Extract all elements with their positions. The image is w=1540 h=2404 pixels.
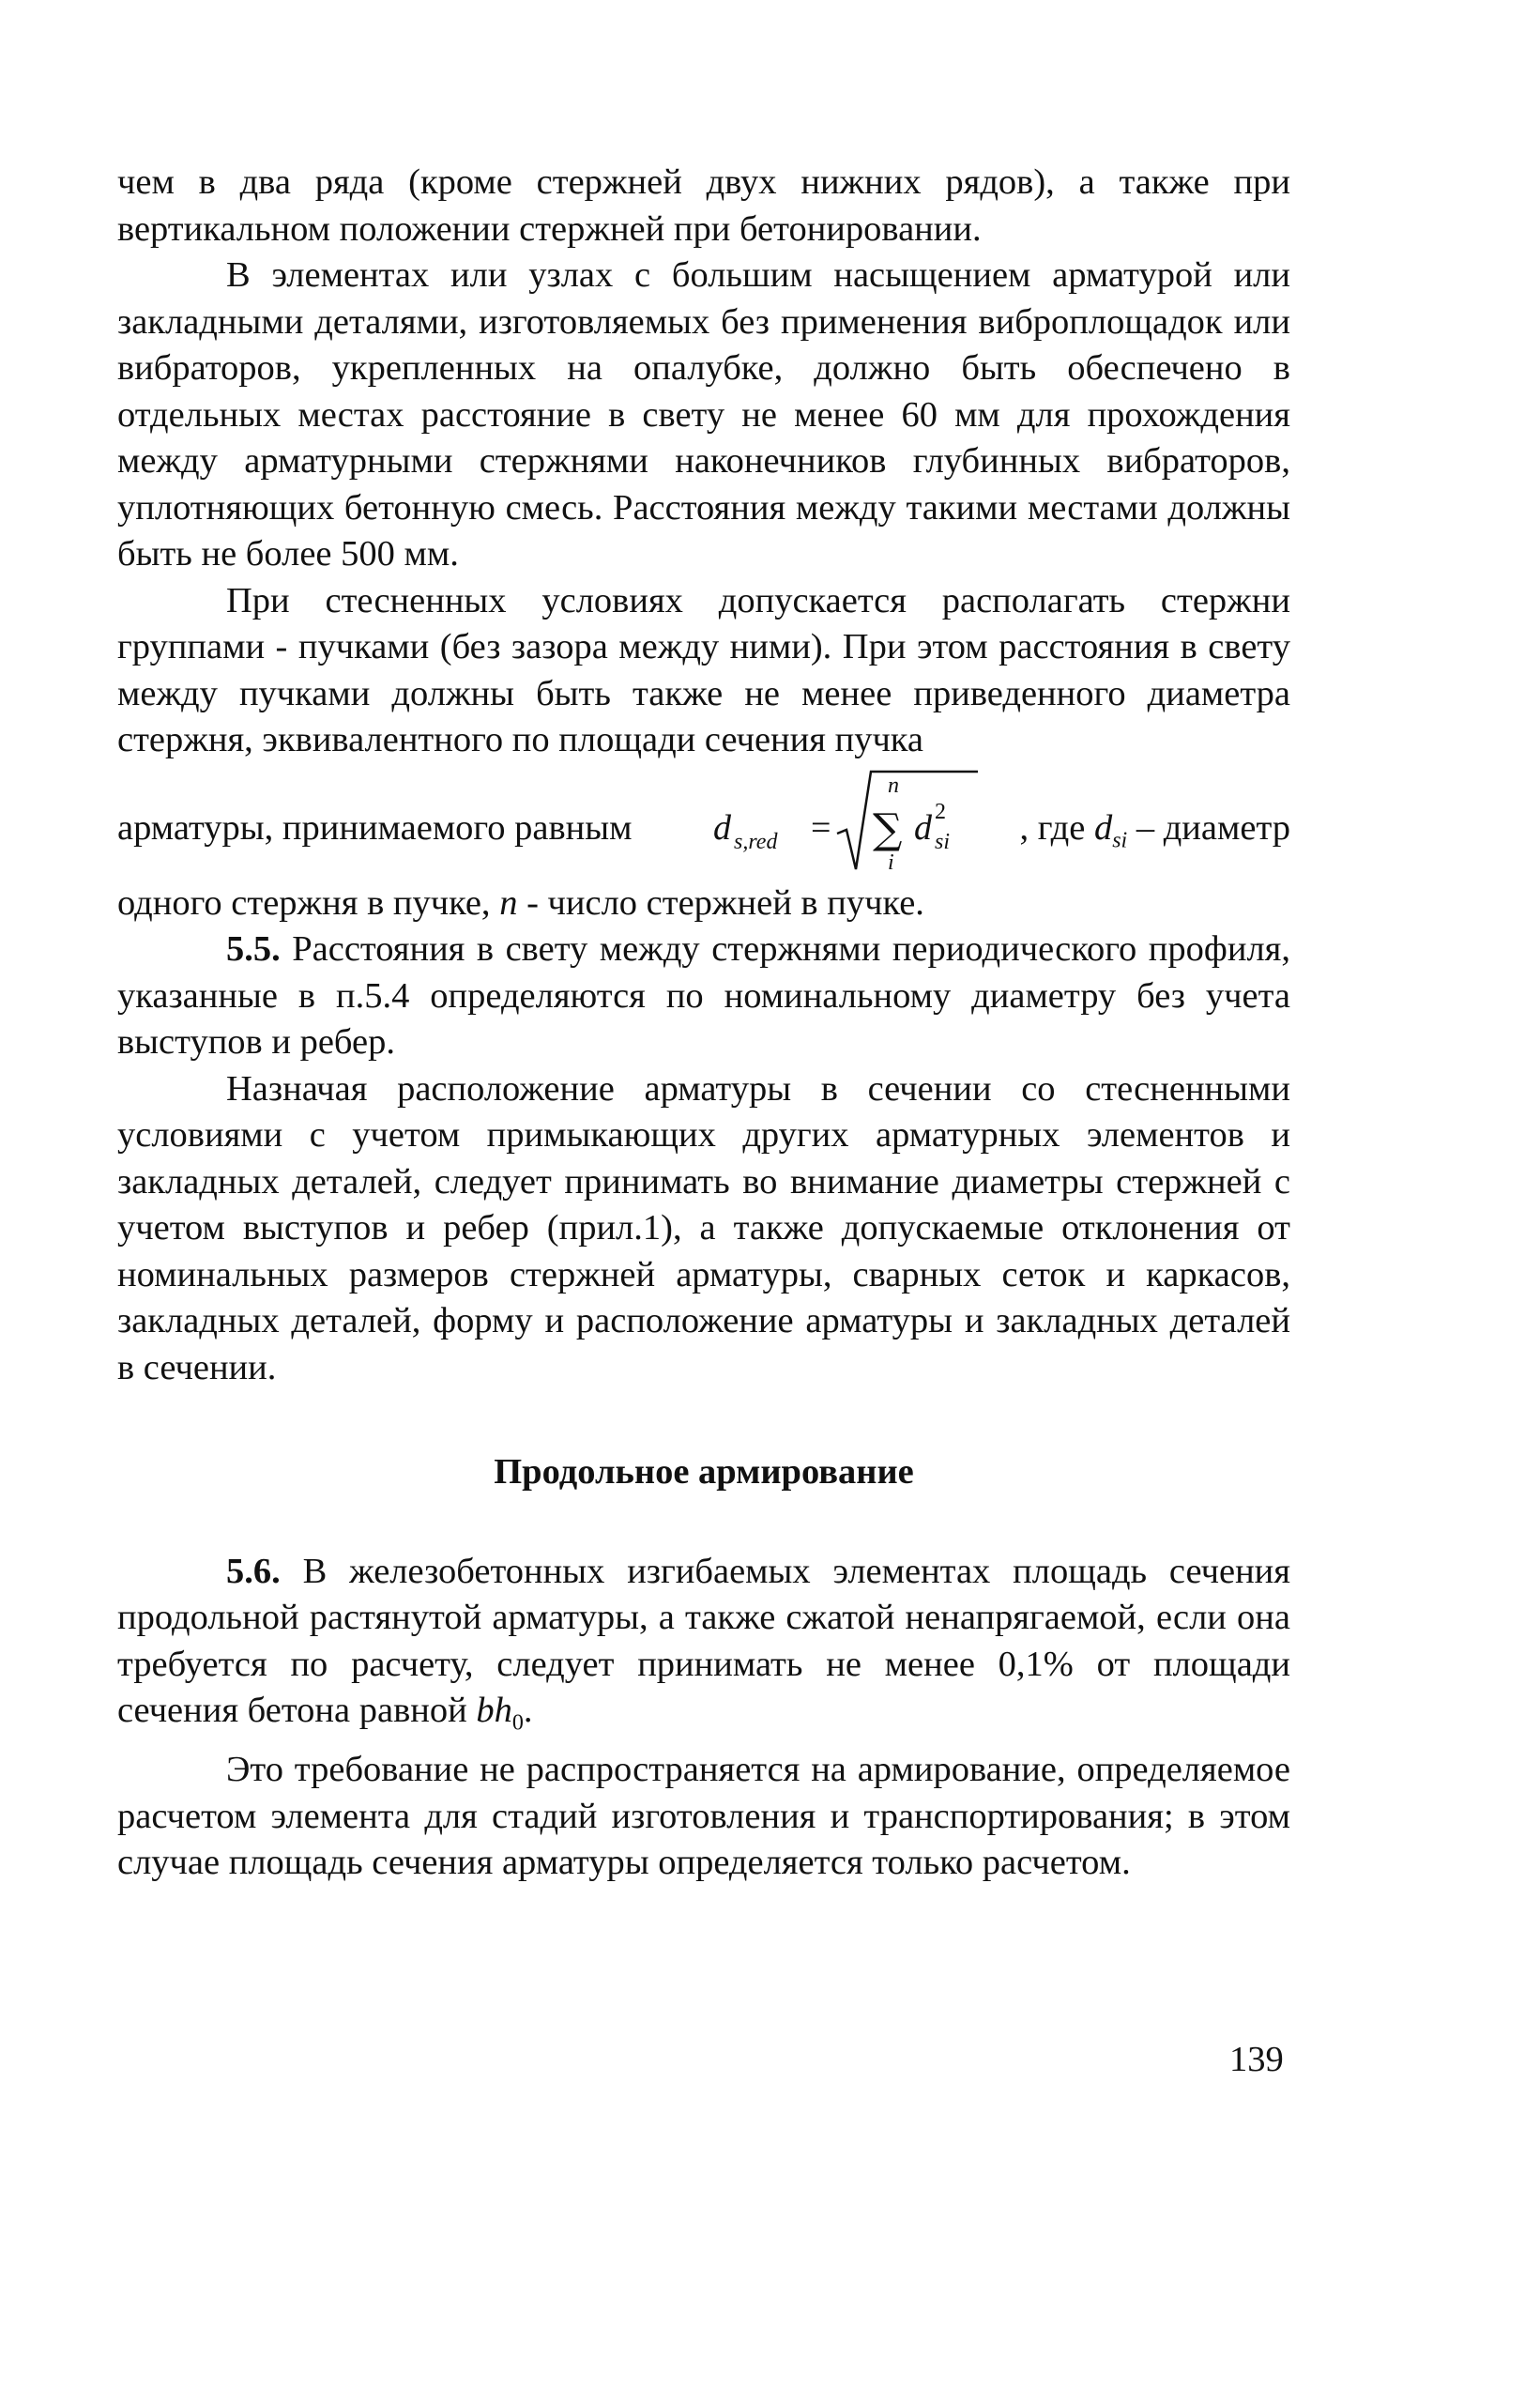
formula-tail-text: , где: [1019, 807, 1086, 848]
clause-number-5-6: 5.6.: [226, 1551, 281, 1591]
clause-number-5-5: 5.5.: [226, 929, 281, 969]
formula-lhs-var: d: [713, 807, 731, 848]
sum-symbol: ∑: [873, 804, 903, 853]
bundle-var-n: n: [499, 882, 518, 923]
formula-tail: [1020, 805, 1290, 865]
formula-lhs-sub: s,red: [734, 829, 778, 854]
bundle-text-rest: - число стержней в пучке.: [517, 882, 924, 923]
page-number: 139: [1229, 2040, 1284, 2079]
paragraph-bundles: При стесненных условиях допускается располагать стержни группами - пучками (без зазора между ними). При этом расстояния в свету между пучками должны быть также не менее приведенного диаметра стержня, эквивалентного по площади сечения пучка: [117, 580, 1290, 759]
sum-lower-limit: i: [888, 850, 894, 875]
paragraph-placement: Назначая расположение арматуры в сечении со стесненными условиями с учетом примыкающих других арматурных элементов и закладных деталей, следует принимать во внимание диаметры стержней с учетом выступов и ребер (прил.1), а также допускаемые отклонения от номинальных размеров стержней арматуры, сварных сеток и каркасов, закладных деталей, форму и расположение арматуры и закладных деталей в сечении.: [117, 1068, 1290, 1387]
formula-line: [117, 764, 1290, 880]
section-heading: Продольное армирование: [494, 1452, 914, 1492]
formula-tail-sub: si: [1112, 828, 1128, 853]
term-sub: si: [935, 829, 951, 854]
document-page: [117, 160, 1290, 1887]
clause-text-5-6: В железобетонных изгибаемых элементах площадь сечения продольной растянутой арматуры, а также сжатой ненапрягаемой, если она требуется по расчету, следует принимать не менее 0,1% от площади сечения бетона равной: [117, 1551, 1290, 1730]
clause-var-bh: bh: [476, 1691, 512, 1730]
clause-end: .: [523, 1691, 533, 1730]
formula-equals: =: [811, 807, 831, 848]
formula-lead-text: арматуры, принимаемого равным: [117, 807, 633, 848]
clause-sub-0: 0: [511, 1710, 524, 1736]
term-sup: 2: [935, 799, 946, 824]
paragraph-continuation: чем в два ряда (кроме стержней двух нижних рядов), а также при вертикальном положении стержней при бетонировании.: [117, 162, 1290, 249]
paragraph-vibrator-spacing: В элементах или узлах с большим насыщением арматурой или закладными деталями, изготовляемых без применения виброплощадок или вибраторов, укрепленных на опалубке, должно быть обеспечено в отдельных местах расстояние в свету не менее 60 мм для прохождения между арматурными стержнями наконечников глубинных вибраторов, уплотняющих бетонную смесь. Расстояния между такими местами должны быть не более 500 мм.: [117, 255, 1290, 574]
paragraph-bundle-definition: [117, 880, 1290, 927]
formula-tail-end: – диаметр: [1127, 807, 1290, 848]
paragraph-5-6: [117, 1549, 1290, 1748]
sqrt-radical: [837, 772, 978, 869]
term-var: d: [914, 807, 932, 848]
sum-upper-limit: n: [888, 773, 899, 798]
paragraph-exception: Это требование не распространяется на армирование, определяемое расчетом элемента для стадий изготовления и транспортирования; в этом случае площадь сечения арматуры определяется только расчетом.: [117, 1750, 1290, 1883]
clause-text-5-5: Расстояния в свету между стержнями периодического профиля, указанные в п.5.4 определяются по номинальному диаметру без учета выступов и ребер.: [117, 929, 1290, 1062]
formula-tail-var: d: [1093, 807, 1113, 848]
bundle-text-start: одного стержня в пучке,: [117, 882, 500, 923]
paragraph-5-5: [117, 926, 1290, 1066]
